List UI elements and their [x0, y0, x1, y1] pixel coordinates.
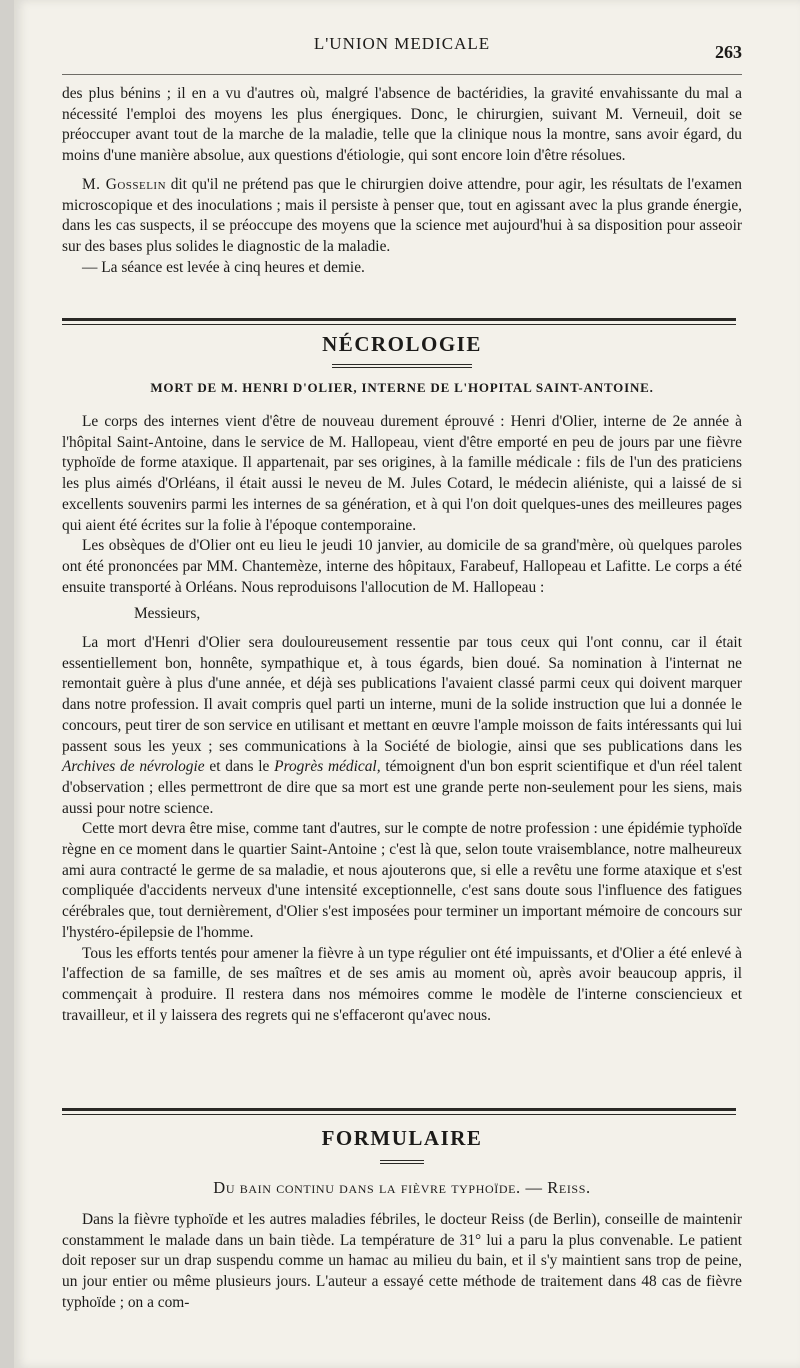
session-report-end [62, 84, 742, 278]
speech-paragraph-1 [62, 633, 742, 819]
paragraph-gosselin-text: dit qu'il ne prétend pas que le chirurgien doive attendre, pour agir, les résultats de l'examen microscopique et des inoculations ; mais il persiste à penser que, tout en agissant avec la plus grande énergie, dans les cas suspects, il se préoccupe des moyens que la science met aujourd'hui à sa disposition pour asseoir sur des bases plus solides le diagnostic de la maladie. [62, 175, 742, 255]
header-rule [62, 74, 742, 75]
section-rule-2 [62, 1108, 736, 1115]
title-underline [332, 364, 472, 368]
newspaper-page [14, 0, 800, 1368]
speech-text-a: La mort d'Henri d'Olier sera douloureusement ressentie par tous ceux qui l'ont connu, car il était essentiellement bon, honnête, sympathique et, à tous égards, bien doué. Sa nomination à l'internat ne remontait guère à plus d'une année, et déjà ses publications l'avaient classé parmi ceux qui doivent marquer dans notre profession. Il avait compris quel parti un interne, muni de la solide instruction que lui a donnée le concours, peut tirer de son service en utilisant et mettant en œuvre l'ample moisson de faits intéressants qui lui passent sous les yeux ; ses communications à la Société de biologie, ainsi que ses publications dans les [62, 634, 742, 755]
speech-paragraph-2: Cette mort devra être mise, comme tant d'autres, sur le compte de notre profession : une épidémie typhoïde règne en ce moment dans le quartier Saint-Antoine ; c'est là que, selon toute vraisemblance, notre malheureux ami aura contracté le germe de sa maladie, et nous ajouterons que, si elle a revêtu une forme ataxique et s'est compliquée d'accidents nerveux d'une intensité exceptionnelle, c'est sans doute sous l'influence des fatigues cérébrales que, tout dernièrement, d'Olier s'est imposées pour terminer un important mémoire de concours sur l'hystéro-épilepsie de l'homme. [62, 820, 742, 941]
formula-paragraph-1: Dans la fièvre typhoïde et les autres maladies fébriles, le docteur Reiss (de Berlin), conseille de maintenir constamment le malade dans un bain tiède. La température de 31° lui a paru la plus convenable. Le patient doit reposer sur un drap suspendu comme un hamac au milieu du bain, et il s'y maintient sans trop de peine, un jour entier ou même plusieurs jours. L'auteur a essayé cette méthode de traitement dans 48 cas de fièvre typhoïde ; on a com- [62, 1211, 742, 1311]
speech-paragraph-3: Tous les efforts tentés pour amener la fièvre à un type régulier ont été impuissants, et d'Olier a été enlevé à l'affection de sa famille, de ses maîtres et de ses amis au moment où, après avoir beaucoup appris, il commençait à produire. Il restera dans nos mémoires comme le modèle de l'interne consciencieux et travailleur, et il y laissera des regrets qui ne s'effaceront qu'avec nous. [62, 944, 742, 1024]
speech-salutation: Messieurs, [134, 605, 201, 623]
formula-body [62, 1210, 742, 1314]
journal-title-progres: Progrès médical, [274, 758, 381, 776]
page-header [62, 34, 742, 70]
speaker-name: M. Gosselin [82, 175, 167, 193]
journal-title-archives: Archives de névrologie [62, 758, 205, 776]
title-underline-2 [380, 1160, 424, 1164]
paragraph-gosselin [62, 175, 742, 258]
running-title: L'UNION MEDICALE [313, 34, 491, 53]
section-title-formulaire: FORMULAIRE [321, 1126, 483, 1150]
obituary-paragraph-2: Les obsèques de d'Olier ont eu lieu le jeudi 10 janvier, au domicile de sa grand'mère, où quelques paroles ont été prononcées par MM. Chantemèze, interne des hôpitaux, Farabeuf, Hallopeau et Lafitte. Le corps a été ensuite transporté à Orléans. Nous reproduisons l'allocution de M. Hallopeau : [62, 537, 742, 596]
section-rule [62, 318, 736, 325]
section-title-necrologie: NÉCROLOGIE [322, 332, 482, 356]
obituary-subtitle: MORT DE M. HENRI D'OLIER, INTERNE DE L'HOPITAL SAINT-ANTOINE. [150, 380, 654, 395]
obituary-body [62, 412, 742, 1026]
speech-text-c: témoignent d'un bon esprit scientifique et d'un réel talent d'observation ; elles permettront de dire que sa mort est une grande perte non-seulement pour les siens, mais aussi pour notre science. [62, 758, 742, 817]
page-number: 263 [715, 42, 742, 62]
formula-subtitle: Du bain continu dans la fièvre typhoïde. — Reiss. [213, 1178, 591, 1197]
paragraph-seance-close: — La séance est levée à cinq heures et demie. [82, 258, 365, 276]
speech-text-b: et dans le [204, 758, 275, 776]
paragraph-verneuil: des plus bénins ; il en a vu d'autres où, malgré l'absence de bactéridies, la gravité envahissante du mal a nécessité l'emploi des moyens les plus énergiques. Donc, le chirurgien, suivant M. Verneuil, doit se préoccuper avant tout de la marche de la maladie, telle que la clinique nous la montre, sans avoir égard, du moins d'une manière absolue, aux questions d'étiologie, qui sont encore loin d'être résolues. [62, 85, 742, 165]
obituary-paragraph-1: Le corps des internes vient d'être de nouveau durement éprouvé : Henri d'Olier, interne de 2e année à l'hôpital Saint-Antoine, dans le service de M. Hallopeau, vient d'être emporté en peu de jours par une fièvre typhoïde de forme ataxique. Il appartenait, par ses origines, à la famille médicale : fils de l'un des praticiens les plus aimés d'Orléans, il était aussi le neveu de M. Jules Cotard, le médecin aliéniste, qui a laissé de si excellents souvenirs parmi les internes de sa génération, et à qui l'on doit quelques-unes des meilleures pages qui aient été écrites sur la folie à l'époque contemporaine. [62, 413, 742, 534]
